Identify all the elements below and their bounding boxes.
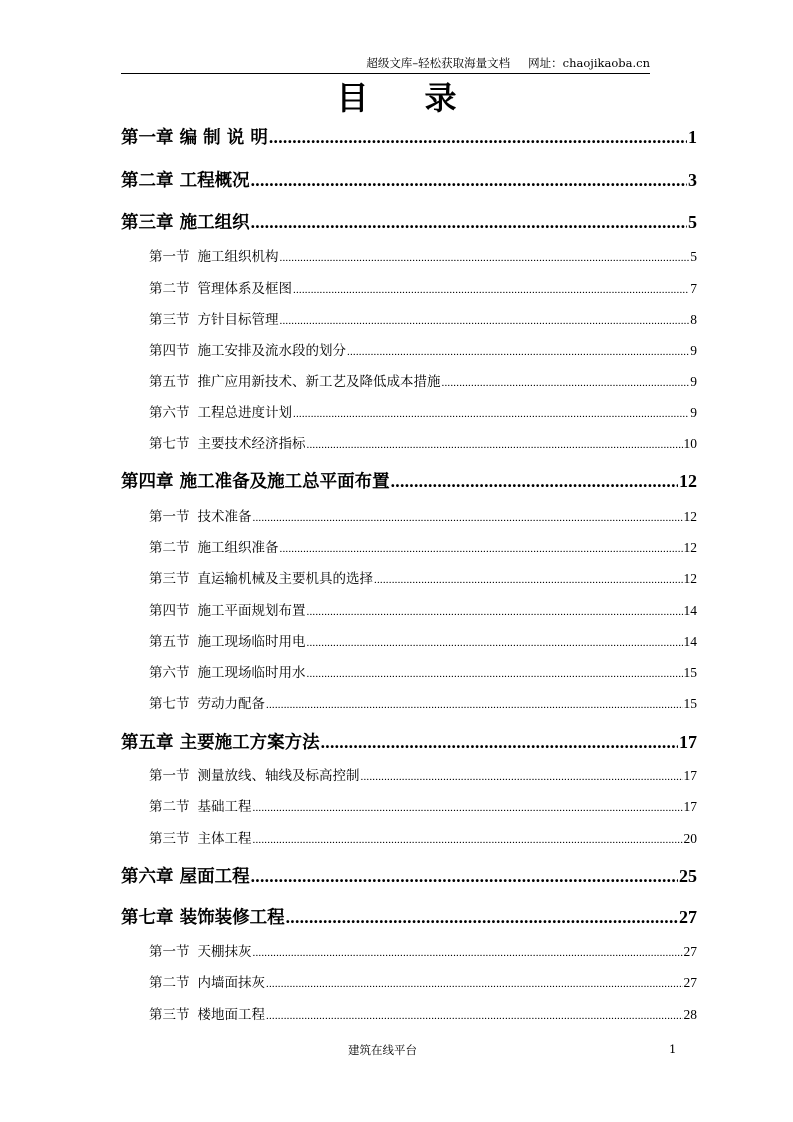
section-number: 第六节 [149,405,190,420]
entry-label: 第三章 施工组织 [121,213,250,233]
toc-section-entry[interactable] [149,1006,697,1025]
toc-chapter-entry[interactable] [121,210,697,235]
toc-section-entry[interactable] [149,311,697,330]
entry-label: 施工安排及流水段的划分 [197,343,346,358]
toc-section-entry[interactable] [149,798,697,817]
entry-label: 第四章 施工准备及施工总平面布置 [121,472,390,492]
dot-leader [269,125,687,149]
dot-leader [361,768,683,786]
entry-page-number: 27 [679,907,697,927]
entry-page-number: 5 [690,249,697,264]
toc-section-entry[interactable] [149,404,697,423]
dot-leader [253,944,683,962]
entry-label: 内墙面抹灰 [197,975,265,990]
entry-page-number: 7 [690,281,697,296]
entry-label: 施工组织准备 [197,540,279,555]
header-url: 网址：chaojikaoba.cn [528,56,650,70]
toc-title [0,76,793,120]
toc-section-entry[interactable] [149,435,697,454]
entry-label: 工程总进度计划 [197,405,292,420]
section-number: 第三节 [149,831,190,846]
toc-chapter-entry[interactable] [121,168,697,193]
entry-label: 管理体系及框图 [197,281,292,296]
section-number: 第六节 [149,665,190,680]
toc-section-entry[interactable] [149,570,697,589]
section-number: 第二节 [149,799,190,814]
toc-section-entry[interactable] [149,373,697,392]
toc-chapter-entry[interactable] [121,469,697,494]
section-number: 第五节 [149,374,190,389]
toc-section-entry[interactable] [149,602,697,621]
dot-leader [253,509,683,527]
entry-page-number: 28 [683,1007,697,1022]
section-number: 第四节 [149,343,190,358]
page-number: 1 [669,1042,677,1056]
entry-page-number: 12 [679,471,697,491]
entry-page-number: 12 [683,571,697,586]
toc-section-entry[interactable] [149,280,697,299]
entry-label: 施工平面规划布置 [197,603,306,618]
toc-section-entry[interactable] [149,508,697,527]
toc-section-entry[interactable] [149,767,697,786]
entry-label: 楼地面工程 [197,1007,265,1022]
entry-label: 第六章 屋面工程 [121,867,250,887]
entry-label: 第二章 工程概况 [121,171,250,191]
section-number: 第七节 [149,696,190,711]
toc-section-entry[interactable] [149,342,697,361]
dot-leader [321,730,678,754]
dot-leader [280,249,690,267]
entry-page-number: 12 [683,540,697,555]
entry-page-number: 27 [683,975,697,990]
dot-leader [347,343,689,361]
entry-page-number: 9 [690,374,697,389]
entry-page-number: 20 [683,831,697,846]
toc-section-entry[interactable] [149,943,697,962]
dot-leader [442,374,690,392]
dot-leader [293,405,689,423]
dot-leader [374,571,683,589]
entry-page-number: 3 [688,170,697,190]
section-number: 第二节 [149,281,190,296]
dot-leader [266,696,683,714]
dot-leader [253,831,683,849]
section-number: 第一节 [149,509,190,524]
entry-page-number: 12 [683,509,697,524]
entry-page-number: 14 [683,634,697,649]
section-number: 第二节 [149,975,190,990]
entry-label: 测量放线、轴线及标高控制 [197,768,360,783]
toc-section-entry[interactable] [149,830,697,849]
entry-page-number: 10 [683,436,697,451]
entry-label: 第一章 编 制 说 明 [121,128,268,148]
entry-page-number: 25 [679,866,697,886]
toc-section-entry[interactable] [149,695,697,714]
entry-page-number: 8 [690,312,697,327]
title-char: 目 [336,79,369,117]
entry-label: 施工现场临时用电 [197,634,306,649]
dot-leader [251,168,687,192]
entry-page-number: 27 [683,944,697,959]
dot-leader [253,799,683,817]
entry-label: 劳动力配备 [197,696,265,711]
dot-leader [286,905,678,929]
toc-section-entry[interactable] [149,974,697,993]
toc-section-entry[interactable] [149,633,697,652]
dot-leader [307,603,683,621]
footer-text: 建筑在线平台 [348,1043,417,1057]
section-number: 第七节 [149,436,190,451]
entry-page-number: 1 [688,127,697,147]
dot-leader [307,436,683,454]
dot-leader [280,312,690,330]
entry-label: 施工现场临时用水 [197,665,306,680]
entry-page-number: 17 [679,732,697,752]
entry-page-number: 9 [690,405,697,420]
toc-chapter-entry[interactable] [121,125,697,150]
dot-leader [266,975,683,993]
dot-leader [266,1007,683,1025]
section-number: 第三节 [149,1007,190,1022]
section-number: 第一节 [149,249,190,264]
page-header [121,56,650,74]
dot-leader [307,634,683,652]
entry-label: 推广应用新技术、新工艺及降低成本措施 [197,374,441,389]
dot-leader [280,540,683,558]
entry-page-number: 15 [683,665,697,680]
entry-label: 方针目标管理 [197,312,279,327]
entry-page-number: 9 [690,343,697,358]
title-char: 录 [424,79,457,117]
section-number: 第一节 [149,944,190,959]
dot-leader [307,665,683,683]
section-number: 第三节 [149,571,190,586]
entry-page-number: 5 [688,212,697,232]
entry-label: 基础工程 [197,799,252,814]
entry-page-number: 17 [683,799,697,814]
entry-page-number: 17 [683,768,697,783]
entry-label: 施工组织机构 [197,249,279,264]
toc-chapter-entry[interactable] [121,905,697,930]
entry-page-number: 15 [683,696,697,711]
section-number: 第五节 [149,634,190,649]
section-number: 第一节 [149,768,190,783]
entry-label: 技术准备 [197,509,252,524]
entry-label: 天棚抹灰 [197,944,252,959]
entry-label: 主要技术经济指标 [197,436,306,451]
section-number: 第四节 [149,603,190,618]
dot-leader [251,210,687,234]
entry-label: 第五章 主要施工方案方法 [121,733,320,753]
toc-chapter-entry[interactable] [121,864,697,889]
section-number: 第三节 [149,312,190,327]
toc-section-entry[interactable] [149,248,697,267]
header-site-name: 超级文库–轻松获取海量文档 [366,56,511,70]
entry-label: 第七章 装饰装修工程 [121,908,285,928]
section-number: 第二节 [149,540,190,555]
dot-leader [391,469,678,493]
dot-leader [293,281,689,299]
entry-page-number: 14 [683,603,697,618]
entry-label: 主体工程 [197,831,252,846]
entry-label: 直运输机械及主要机具的选择 [197,571,373,586]
toc-section-entry[interactable] [149,539,697,558]
toc-chapter-entry[interactable] [121,730,697,755]
toc-section-entry[interactable] [149,664,697,683]
dot-leader [251,864,678,888]
